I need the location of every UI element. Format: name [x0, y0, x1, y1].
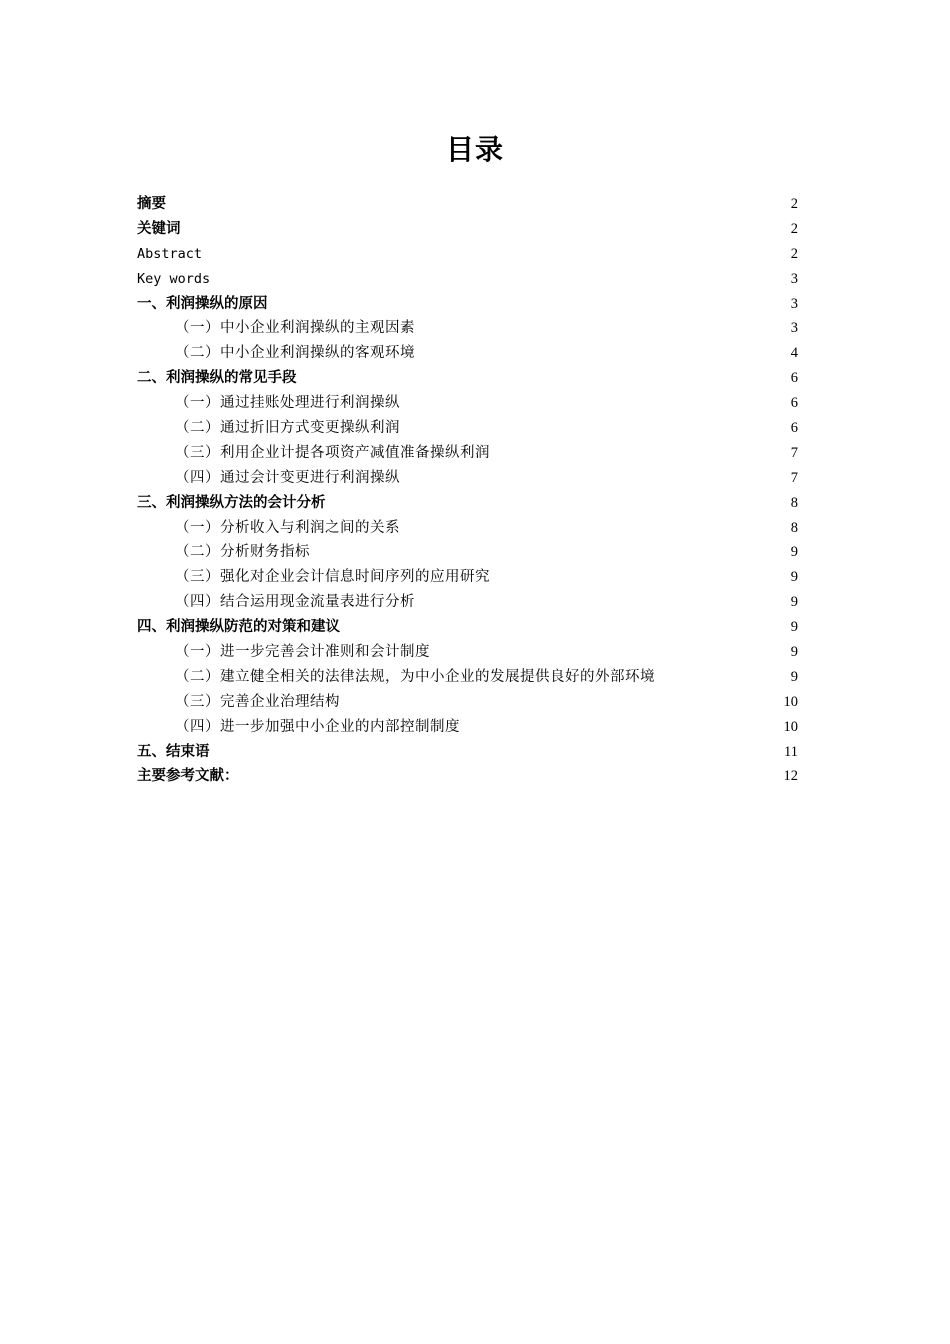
- toc-page-number: 7: [790, 444, 798, 461]
- toc-dot-leader: [491, 580, 790, 581]
- toc-entry-label: Key words: [137, 270, 211, 287]
- toc-entry[interactable]: [137, 640, 798, 665]
- toc-entry[interactable]: [137, 516, 798, 541]
- toc-page-number: 9: [790, 644, 798, 661]
- toc-entry[interactable]: [137, 466, 798, 491]
- toc-page-number: 7: [790, 469, 798, 486]
- toc-entry[interactable]: [137, 316, 798, 341]
- toc-dot-leader: [656, 680, 790, 681]
- toc-page-number: 10: [783, 693, 798, 710]
- toc-entry-label: Abstract: [137, 245, 203, 262]
- toc-page-number: 8: [790, 494, 798, 511]
- toc-dot-leader: [341, 630, 790, 631]
- toc-entry-label: （三）强化对企业会计信息时间序列的应用研究: [175, 569, 490, 586]
- toc-page-number: 12: [783, 768, 798, 785]
- toc-page-number: 6: [790, 420, 798, 437]
- toc-entry-label: （二）建立健全相关的法律法规，为中小企业的发展提供良好的外部环境: [175, 668, 655, 685]
- toc-page-number: 9: [790, 594, 798, 611]
- toc-entry-label: 一、利润操纵的原因: [137, 295, 268, 312]
- toc-entry[interactable]: [137, 217, 798, 242]
- toc-dot-leader: [461, 730, 783, 731]
- toc-entry-label: （一）通过挂账处理进行利润操纵: [175, 395, 400, 412]
- toc-entry[interactable]: [137, 615, 798, 640]
- toc-entry-label: （四）通过会计变更进行利润操纵: [175, 469, 400, 486]
- toc-dot-leader: [182, 232, 790, 233]
- toc-entry[interactable]: [137, 740, 798, 765]
- toc-entry-label: 五、结束语: [137, 743, 210, 760]
- toc-page-number: 10: [783, 718, 798, 735]
- toc-dot-leader: [240, 779, 783, 780]
- toc-entry[interactable]: [137, 665, 798, 690]
- toc-dot-leader: [491, 456, 790, 457]
- toc-dot-leader: [401, 481, 790, 482]
- toc-dot-leader: [416, 356, 790, 357]
- toc-entry-label: （四）结合运用现金流量表进行分析: [175, 594, 415, 611]
- toc-entry[interactable]: [137, 416, 798, 441]
- toc-entry-label: 三、利润操纵方法的会计分析: [137, 494, 326, 511]
- toc-entry[interactable]: [137, 690, 798, 715]
- toc-entry-label: 四、利润操纵防范的对策和建议: [137, 619, 340, 636]
- toc-dot-leader: [311, 555, 790, 556]
- toc-entry[interactable]: [137, 491, 798, 516]
- toc-entry[interactable]: [137, 391, 798, 416]
- toc-page-number: 11: [784, 743, 798, 760]
- toc-dot-leader: [167, 207, 790, 208]
- toc-entry-label: （二）分析财务指标: [175, 544, 310, 561]
- toc-entry-label: （一）分析收入与利润之间的关系: [175, 519, 400, 536]
- toc-entry[interactable]: [137, 540, 798, 565]
- toc-entry-label: （二）中小企业利润操纵的客观环境: [175, 345, 415, 362]
- toc-page-number: 2: [790, 245, 798, 262]
- toc-entry[interactable]: [137, 764, 798, 789]
- toc-entry-label: （三）完善企业治理结构: [175, 693, 340, 710]
- toc-page-number: 6: [790, 395, 798, 412]
- toc-entry[interactable]: [137, 242, 798, 267]
- toc-page-number: 9: [790, 619, 798, 636]
- toc-dot-leader: [327, 506, 790, 507]
- toc-entry-label: 主要参考文献：: [137, 768, 239, 785]
- toc-entry[interactable]: [137, 366, 798, 391]
- toc-page-number: 2: [790, 196, 798, 212]
- toc-entry-label: 二、利润操纵的常见手段: [137, 370, 297, 387]
- page-title: 目录: [445, 133, 504, 166]
- toc-entry[interactable]: [137, 715, 798, 740]
- toc-entry-label: （四）进一步加强中小企业的内部控制制度: [175, 718, 460, 735]
- toc-page-number: 9: [790, 569, 798, 586]
- toc-entry[interactable]: [137, 565, 798, 590]
- toc-page-number: 9: [790, 544, 798, 561]
- toc-entry-label: 关键词: [137, 220, 181, 237]
- toc-entry[interactable]: [137, 441, 798, 466]
- toc-dot-leader: [431, 655, 790, 656]
- toc-dot-leader: [401, 406, 790, 407]
- table-of-contents: [137, 192, 798, 789]
- toc-page-number: 9: [790, 668, 798, 685]
- toc-entry[interactable]: [137, 341, 798, 366]
- toc-page-number: 3: [790, 320, 798, 337]
- toc-entry-label: （一）中小企业利润操纵的主观因素: [175, 320, 415, 337]
- toc-page-number: 3: [790, 270, 798, 287]
- toc-page-number: 8: [790, 519, 798, 536]
- toc-dot-leader: [269, 307, 790, 308]
- toc-page-number: 6: [790, 370, 798, 387]
- toc-dot-leader: [211, 755, 784, 756]
- toc-page-number: 2: [790, 220, 798, 237]
- toc-page-number: 4: [790, 345, 798, 362]
- toc-page-number: 3: [790, 295, 798, 312]
- toc-entry[interactable]: [137, 590, 798, 615]
- toc-entry-label: （三）利用企业计提各项资产减值准备操纵利润: [175, 444, 490, 461]
- toc-entry[interactable]: [137, 267, 798, 292]
- toc-entry[interactable]: [137, 292, 798, 317]
- toc-entry[interactable]: [137, 192, 798, 217]
- toc-entry-label: （二）通过折旧方式变更操纵利润: [175, 420, 400, 437]
- toc-dot-leader: [211, 282, 790, 283]
- toc-dot-leader: [401, 531, 790, 532]
- toc-dot-leader: [401, 431, 790, 432]
- toc-dot-leader: [203, 257, 790, 258]
- toc-dot-leader: [298, 381, 790, 382]
- toc-dot-leader: [341, 705, 783, 706]
- toc-dot-leader: [416, 331, 790, 332]
- toc-entry-label: （一）进一步完善会计准则和会计制度: [175, 644, 430, 661]
- toc-dot-leader: [416, 605, 790, 606]
- toc-entry-label: 摘要: [137, 196, 166, 212]
